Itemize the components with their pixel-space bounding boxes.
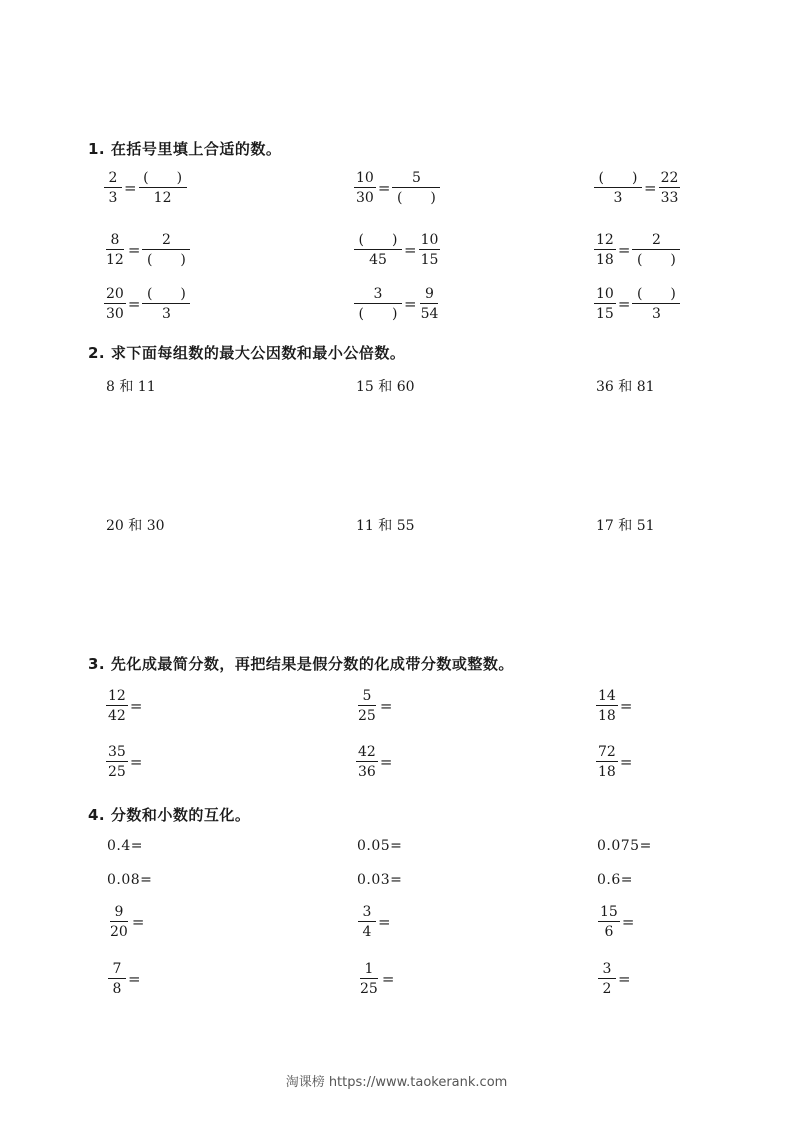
number-pair: 11 和 55 [356, 518, 415, 534]
fraction-conversion [358, 905, 393, 939]
fraction-conversion [358, 962, 396, 996]
fraction-denominator: 4 [362, 924, 372, 940]
fraction-denominator: 3 [161, 306, 171, 322]
fraction [594, 171, 642, 205]
equals-sign: = [404, 295, 417, 313]
decimal-conversion: 0.05= [357, 838, 403, 854]
fraction [104, 171, 122, 205]
fraction-numerator: 9 [420, 287, 438, 304]
fraction [106, 745, 128, 779]
fill-in-equation [354, 287, 440, 321]
fraction [106, 689, 128, 723]
fraction-numerator: 22 [660, 170, 679, 186]
fraction-numerator: 9 [110, 905, 128, 922]
fraction-denominator: 25 [358, 708, 376, 724]
fraction [358, 962, 380, 996]
simplify-equation [596, 689, 634, 723]
fraction [596, 745, 618, 779]
fraction-denominator: 6 [604, 924, 614, 940]
fraction [659, 171, 681, 205]
simplify-equation [356, 689, 394, 723]
section-3-title: 3. 先化成最简分数，再把结果是假分数的化成带分数或整数。 [88, 655, 514, 673]
fraction-numerator: ( ) [142, 287, 190, 304]
fraction-numerator: 1 [360, 962, 378, 979]
fraction-denominator: 25 [108, 764, 126, 780]
simplify-equation [596, 745, 634, 779]
fraction-denominator: 12 [153, 190, 172, 206]
fraction [596, 689, 618, 723]
equals-sign: = [644, 179, 657, 197]
fraction [142, 233, 190, 267]
fraction-denominator: ( ) [358, 306, 398, 322]
fraction [139, 171, 187, 205]
fraction [419, 233, 441, 267]
equals-sign: = [381, 970, 395, 988]
decimal-conversion: 0.08= [107, 872, 153, 888]
simplify-equation [356, 745, 394, 779]
fraction-numerator: 2 [142, 233, 190, 250]
fraction-denominator: ( ) [396, 190, 436, 206]
fraction [356, 745, 378, 779]
fill-in-equation [104, 233, 190, 267]
equals-sign: = [127, 241, 141, 259]
fraction [598, 962, 616, 996]
fraction [594, 233, 616, 267]
fraction [392, 171, 440, 205]
equals-sign: = [379, 753, 393, 771]
fraction [632, 287, 680, 321]
fraction-numerator: 8 [106, 233, 124, 250]
fraction-denominator: 25 [360, 981, 378, 997]
fraction-numerator: 7 [108, 962, 126, 979]
equals-sign: = [621, 913, 635, 931]
fraction-denominator: 30 [106, 306, 124, 322]
fraction [354, 287, 402, 321]
fraction-denominator: 42 [108, 708, 126, 724]
decimal-conversion: 0.4= [107, 838, 143, 854]
fraction-numerator: 2 [632, 233, 680, 250]
equals-sign: = [404, 241, 417, 259]
fraction-conversion [108, 962, 143, 996]
footer-watermark: 淘课榜 https://www.taokerank.com [285, 1075, 508, 1090]
equals-sign: = [377, 179, 391, 197]
fraction [354, 171, 376, 205]
fraction-denominator: ( ) [636, 252, 676, 268]
fraction-numerator: 10 [596, 286, 614, 302]
decimal-conversion: 0.075= [597, 838, 652, 854]
fraction [632, 233, 680, 267]
fraction-numerator: 35 [108, 744, 126, 760]
fraction [354, 233, 402, 267]
number-pair: 8 和 11 [106, 379, 156, 395]
number-pair: 36 和 81 [596, 379, 655, 395]
fraction-numerator: 10 [420, 232, 439, 248]
equals-sign: = [129, 697, 143, 715]
section-4-title: 4. 分数和小数的互化。 [88, 806, 251, 824]
fraction [598, 905, 620, 939]
fraction-denominator: 15 [596, 306, 614, 322]
fraction [419, 287, 441, 321]
fraction-numerator: 12 [596, 232, 614, 248]
simplify-equation [106, 689, 144, 723]
decimal-conversion: 0.6= [597, 872, 633, 888]
number-pair: 20 和 30 [106, 518, 165, 534]
fraction-denominator: 18 [596, 252, 614, 268]
fraction [356, 689, 378, 723]
fraction-denominator: 15 [420, 252, 439, 268]
fraction-numerator: 5 [392, 171, 440, 188]
fraction-denominator: 33 [660, 190, 679, 206]
fraction-denominator: 2 [602, 981, 612, 997]
equals-sign: = [128, 970, 141, 988]
fraction-numerator: ( ) [594, 171, 642, 188]
equals-sign: = [617, 295, 631, 313]
fraction [594, 287, 616, 321]
section-2-title: 2. 求下面每组数的最大公因数和最小公倍数。 [88, 344, 406, 362]
fraction-denominator: 3 [108, 190, 118, 206]
fraction [108, 905, 130, 939]
number-pair: 15 和 60 [356, 379, 415, 395]
fraction [108, 962, 126, 996]
equals-sign: = [129, 753, 143, 771]
fraction-numerator: 20 [106, 286, 124, 302]
decimal-conversion: 0.03= [357, 872, 403, 888]
fraction-numerator: ( ) [139, 171, 187, 188]
fraction-denominator: 12 [106, 252, 124, 268]
fraction-numerator: 72 [598, 744, 616, 760]
fraction-conversion [598, 905, 636, 939]
fraction-numerator: 15 [600, 904, 618, 920]
fill-in-equation [594, 233, 680, 267]
fraction-denominator: 30 [356, 190, 374, 206]
fraction-denominator: 36 [358, 764, 376, 780]
fraction-numerator: 14 [598, 688, 616, 704]
equals-sign: = [124, 179, 137, 197]
equals-sign: = [131, 913, 145, 931]
fraction-denominator: 20 [110, 924, 128, 940]
fraction-numerator: ( ) [632, 287, 680, 304]
fill-in-equation [104, 287, 190, 321]
fraction-denominator: 3 [651, 306, 661, 322]
fraction-denominator: 3 [613, 190, 623, 206]
fraction-conversion [598, 962, 633, 996]
fill-in-equation [594, 171, 680, 205]
fraction-denominator: ( ) [146, 252, 186, 268]
fraction-denominator: 8 [112, 981, 122, 997]
fraction-numerator: 3 [354, 287, 402, 304]
fill-in-equation [104, 171, 187, 205]
simplify-equation [106, 745, 144, 779]
fraction-denominator: 18 [598, 708, 616, 724]
fill-in-equation [594, 287, 680, 321]
fraction [104, 233, 126, 267]
fraction-numerator: 10 [356, 170, 374, 186]
fill-in-equation [354, 233, 440, 267]
fraction-numerator: ( ) [354, 233, 402, 250]
fraction [104, 287, 126, 321]
equals-sign: = [618, 970, 631, 988]
fraction-numerator: 5 [358, 689, 376, 706]
fraction-numerator: 12 [108, 688, 126, 704]
fraction-denominator: 18 [598, 764, 616, 780]
fraction-numerator: 2 [104, 171, 122, 188]
fraction [358, 905, 376, 939]
fraction-numerator: 3 [358, 905, 376, 922]
fraction-denominator: 45 [369, 252, 387, 268]
equals-sign: = [127, 295, 141, 313]
equals-sign: = [617, 241, 631, 259]
equals-sign: = [378, 913, 391, 931]
equals-sign: = [619, 697, 633, 715]
equals-sign: = [379, 697, 393, 715]
fraction [142, 287, 190, 321]
fraction-numerator: 42 [358, 744, 376, 760]
section-1-title: 1. 在括号里填上合适的数。 [88, 140, 282, 158]
equals-sign: = [619, 753, 633, 771]
fill-in-equation [354, 171, 440, 205]
fraction-denominator: 54 [420, 306, 439, 322]
fraction-numerator: 3 [598, 962, 616, 979]
number-pair: 17 和 51 [596, 518, 655, 534]
fraction-conversion [108, 905, 146, 939]
